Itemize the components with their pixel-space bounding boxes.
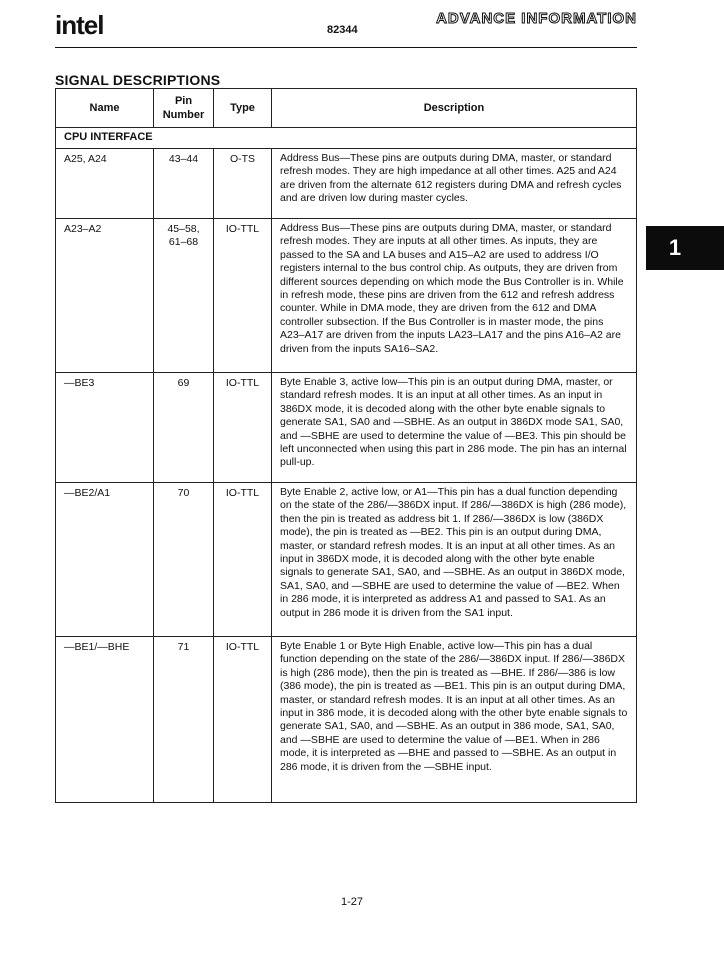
pin-number-line1: 43–44: [168, 153, 199, 165]
signal-type: IO-TTL: [214, 483, 272, 637]
page-number: 1-27: [341, 896, 364, 908]
signal-type: O-TS: [214, 149, 272, 219]
signal-description: Byte Enable 3, active low—This pin is an output during DMA, master, or standard refresh modes. It is an input at all other times. As an input in 386DX mode, it is decoded along with the other byte enable signals to generate SA1, SA0 and —SBHE. As an output in 386DX mode SA1, SA0, and —SBHE are used to determine the value of —BE3. This pin should be left unconnected when using this part in 286 mode. The pin has an internal pull-up.: [272, 373, 637, 483]
signal-name: —BE2/A1: [56, 483, 154, 637]
signal-descriptions-table: [55, 88, 637, 803]
column-header-name: Name: [56, 89, 154, 128]
pin-number-line1: 71: [177, 641, 190, 653]
signal-type: IO-TTL: [214, 219, 272, 373]
group-label: CPU INTERFACE: [56, 128, 637, 149]
signal-description: Address Bus—These pins are outputs during DMA, master, or standard refresh modes. They are inputs at all other times. As inputs, they are passed to the SA and LA buses and A15–A2 are used to address I/O registers internal to the bus control chip. As outputs, they are driven from different sources depending on which mode the Bus Controller is in. While in refresh mode, these pins are driven from the 612 and refresh address counter. While in DMA mode, they are driven from the 612 and DMA controller subsection. If the Bus Controller is in master mode, the pins A23–A17 are driven from the inputs LA23–LA17 and the pins A16–A2 are driven from the inputs SA16–SA2.: [272, 219, 637, 373]
part-number: 82344: [327, 24, 358, 36]
group-row: [56, 128, 637, 149]
signal-name: A23–A2: [56, 219, 154, 373]
chapter-tab: 1: [646, 226, 724, 270]
table-row: [56, 149, 637, 219]
pin-header-line1: Pin: [174, 95, 193, 107]
signal-type: IO-TTL: [214, 373, 272, 483]
pin-header-line2: Number: [162, 109, 205, 121]
pin-number: [154, 483, 214, 637]
signal-type: IO-TTL: [214, 637, 272, 803]
pin-number: [154, 373, 214, 483]
table-row: [56, 483, 637, 637]
column-header-pin-number: [154, 89, 214, 128]
header-rule: [55, 47, 637, 48]
section-title: SIGNAL DESCRIPTIONS: [55, 72, 221, 88]
advance-information-label: ADVANCE INFORMATION: [436, 10, 637, 27]
intel-logo: intel: [55, 10, 104, 40]
pin-number-line1: 45–58,: [167, 223, 200, 235]
signal-name: A25, A24: [56, 149, 154, 219]
table-header-row: [56, 89, 637, 128]
table-row: [56, 373, 637, 483]
pin-number-line2: 61–68: [168, 236, 199, 249]
signal-description: Address Bus—These pins are outputs during DMA, master, or standard refresh modes. They are high impedance at all other times. A25 and A24 are driven from the alternate 612 registers during DMA and refresh cycles and are driven low during master cycles.: [272, 149, 637, 219]
signal-name: —BE3: [56, 373, 154, 483]
pin-number-line1: 70: [177, 487, 190, 499]
table-row: [56, 219, 637, 373]
table-row: [56, 637, 637, 803]
pin-number: [154, 219, 214, 373]
page-header: [55, 6, 637, 48]
pin-number-line1: 69: [177, 377, 190, 389]
signal-name: —BE1/—BHE: [56, 637, 154, 803]
column-header-description: Description: [272, 89, 637, 128]
signal-description: Byte Enable 2, active low, or A1—This pin has a dual function depending on the state of the 286/—386DX input. If 286/—386DX is high (286 mode), then the pin is treated as address bit 1. If 286/—386DX is low (386DX mode), the pin is treated as —BE2. This pin is an output during DMA, master, or standard refresh modes. It is an input at all other times. As an input in 386DX mode, it is decoded along with the other byte enable signals to generate SA1, SA0, and —SBHE. As an output in 386DX mode, SA1, SA0, and —SBHE are used to determine the value of —BE2. When in 286 mode, it is interpreted as address A1 and passed to SA1. As an output in 286 mode it is driven from the SA1 input.: [272, 483, 637, 637]
column-header-type: Type: [214, 89, 272, 128]
signal-description: Byte Enable 1 or Byte High Enable, active low—This pin has a dual function depending on the state of the 286/—386DX input. If 286/—386DX is high (286 mode), then the pin is treated as —BHE. If 286/—386 is low (386 mode), the pin is treated as —BE1. This pin is an output during DMA, master, or standard refresh modes. It is an input at all other times. As an input in 386 mode, it is decoded along with the other byte enable signals to generate SA1, SA0, and —SBHE. As an output in 386 mode, SA1, SA0, and —SBHE are used to determine the value of —BE1. When in 286 mode, it is interpreted as —BHE and passed to —SBHE. As an output in 286 mode, it is driven from the —SBHE input.: [272, 637, 637, 803]
pin-number: [154, 149, 214, 219]
pin-number: [154, 637, 214, 803]
